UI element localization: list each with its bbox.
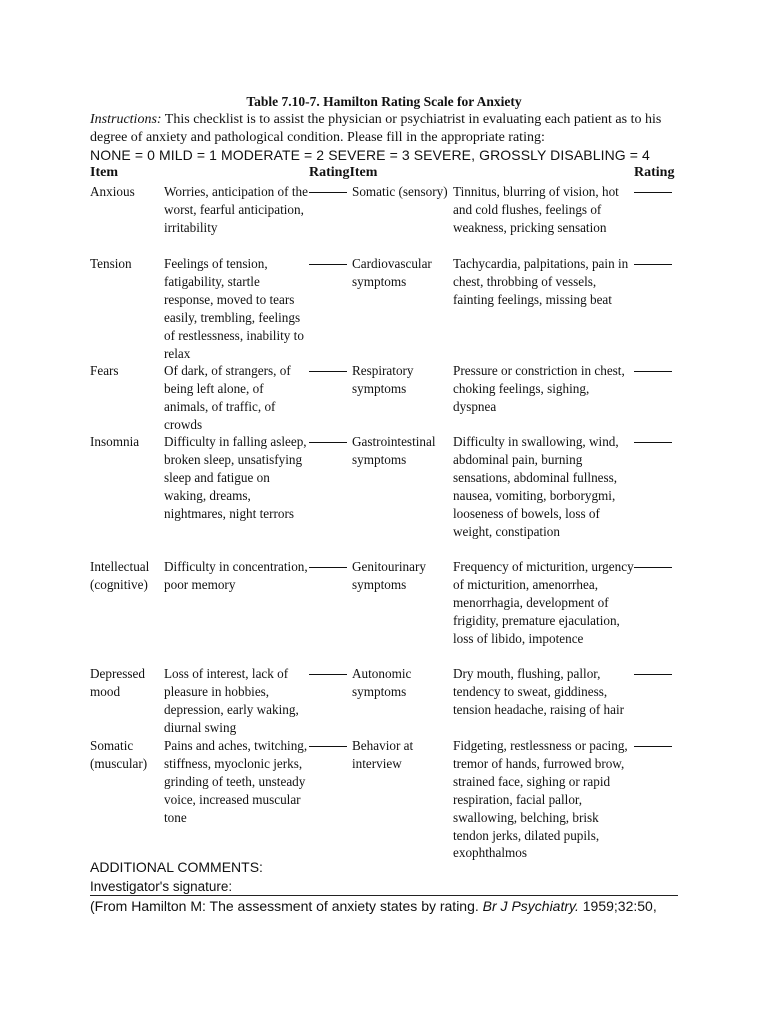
item-description: Loss of interest, lack of pleasure in hobbies, depression, early waking, diurnal swing xyxy=(164,666,299,735)
item-description: Of dark, of strangers, of being left alone, of animals, of traffic, of crowds xyxy=(164,363,291,432)
item-description: Feelings of tension, fatigability, startle response, moved to tears easily, trembling, feelings of restlessness, inability to relax xyxy=(164,256,304,361)
item-name: Somatic (sensory) xyxy=(352,184,448,199)
item-name: Behavior at interview xyxy=(352,738,414,771)
item-name: Intellectual (cognitive) xyxy=(90,559,150,592)
item-description: Pressure or constriction in chest, choking feelings, sighing, dyspnea xyxy=(453,363,625,414)
item-description: Dry mouth, flushing, pallor, tendency to sweat, giddiness, tension headache, raising of hair xyxy=(453,666,625,717)
item-name: Respiratory symptoms xyxy=(352,363,414,396)
instructions-text: This checklist is to assist the physician or psychiatrist in evaluating each patient as to his degree of anxiety and pathological condition. Please fill in the appropriate rating: xyxy=(90,112,662,145)
rating-blank[interactable] xyxy=(309,362,349,372)
rating-blank[interactable] xyxy=(309,737,349,747)
item-description: Difficulty in swallowing, wind, abdominal pain, burning sensations, abdominal fullness, nausea, vomiting, borborygmi, looseness of bowels, loss of weight, constipation xyxy=(453,434,619,539)
rating-blank[interactable] xyxy=(634,255,674,265)
item-name: Insomnia xyxy=(90,434,140,449)
header-rating: Rating xyxy=(634,165,675,180)
item-description: Frequency of micturition, urgency of micturition, amenorrhea, menorrhagia, development of frigidity, premature ejaculation, loss of libido, impotence xyxy=(453,559,634,646)
rating-scale-legend: NONE = 0 MILD = 1 MODERATE = 2 SEVERE = 3 SEVERE, GROSSLY DISABLING = 4 xyxy=(90,147,650,163)
item-description: Fidgeting, restlessness or pacing, tremor of hands, furrowed brow, strained face, sighing or rapid respiration, facial pallor, swallowing, belching, brisk tendon jerks, dilated pupils, exophthalmos xyxy=(453,738,628,861)
item-description: Tachycardia, palpitations, pain in chest, throbbing of vessels, fainting feelings, missing beat xyxy=(453,256,629,307)
rating-blank[interactable] xyxy=(634,737,674,747)
item-description: Tinnitus, blurring of vision, hot and cold flushes, feelings of weakness, pricking sensation xyxy=(453,184,619,235)
header-rating-item: RatingItem xyxy=(309,165,378,180)
item-name: Tension xyxy=(90,256,132,271)
item-name: Anxious xyxy=(90,184,135,199)
item-name: Gastrointestinal symptoms xyxy=(352,434,436,467)
item-name: Genitourinary symptoms xyxy=(352,559,426,592)
instructions xyxy=(90,111,690,147)
item-name: Depressed mood xyxy=(90,666,145,699)
rating-blank[interactable] xyxy=(634,433,674,443)
rating-blank[interactable] xyxy=(309,433,349,443)
citation-journal: Br J Psychiatry. xyxy=(482,898,579,914)
item-description: Worries, anticipation of the worst, fearful anticipation, irritability xyxy=(164,184,308,235)
item-name: Autonomic symptoms xyxy=(352,666,412,699)
signature-label: Investigator's signature: xyxy=(90,879,233,894)
signature-line[interactable] xyxy=(90,895,678,896)
item-name: Cardiovascular symptoms xyxy=(352,256,432,289)
header-item: Item xyxy=(90,165,118,180)
rating-blank[interactable] xyxy=(634,558,674,568)
rating-blank[interactable] xyxy=(634,665,674,675)
source-citation xyxy=(90,898,657,914)
item-name: Somatic (muscular) xyxy=(90,738,148,771)
rating-blank[interactable] xyxy=(309,558,349,568)
citation-suffix: 1959;32:50, xyxy=(578,898,657,914)
rating-blank[interactable] xyxy=(634,183,674,193)
rating-blank[interactable] xyxy=(309,255,349,265)
rating-blank[interactable] xyxy=(634,362,674,372)
additional-comments-label: ADDITIONAL COMMENTS: xyxy=(90,859,263,875)
instructions-label: Instructions: xyxy=(90,112,162,127)
item-description: Difficulty in falling asleep, broken sleep, unsatisfying sleep and fatigue on waking, dreams, nightmares, night terrors xyxy=(164,434,307,521)
citation-prefix: (From Hamilton M: The assessment of anxiety states by rating. xyxy=(90,898,483,914)
rating-blank[interactable] xyxy=(309,665,349,675)
item-name: Fears xyxy=(90,363,119,378)
item-description: Difficulty in concentration, poor memory xyxy=(164,559,308,592)
rating-blank[interactable] xyxy=(309,183,349,193)
item-description: Pains and aches, twitching, stiffness, myoclonic jerks, grinding of teeth, unsteady voice, increased muscular tone xyxy=(164,738,308,825)
table-title: Table 7.10-7. Hamilton Rating Scale for Anxiety xyxy=(246,94,522,109)
